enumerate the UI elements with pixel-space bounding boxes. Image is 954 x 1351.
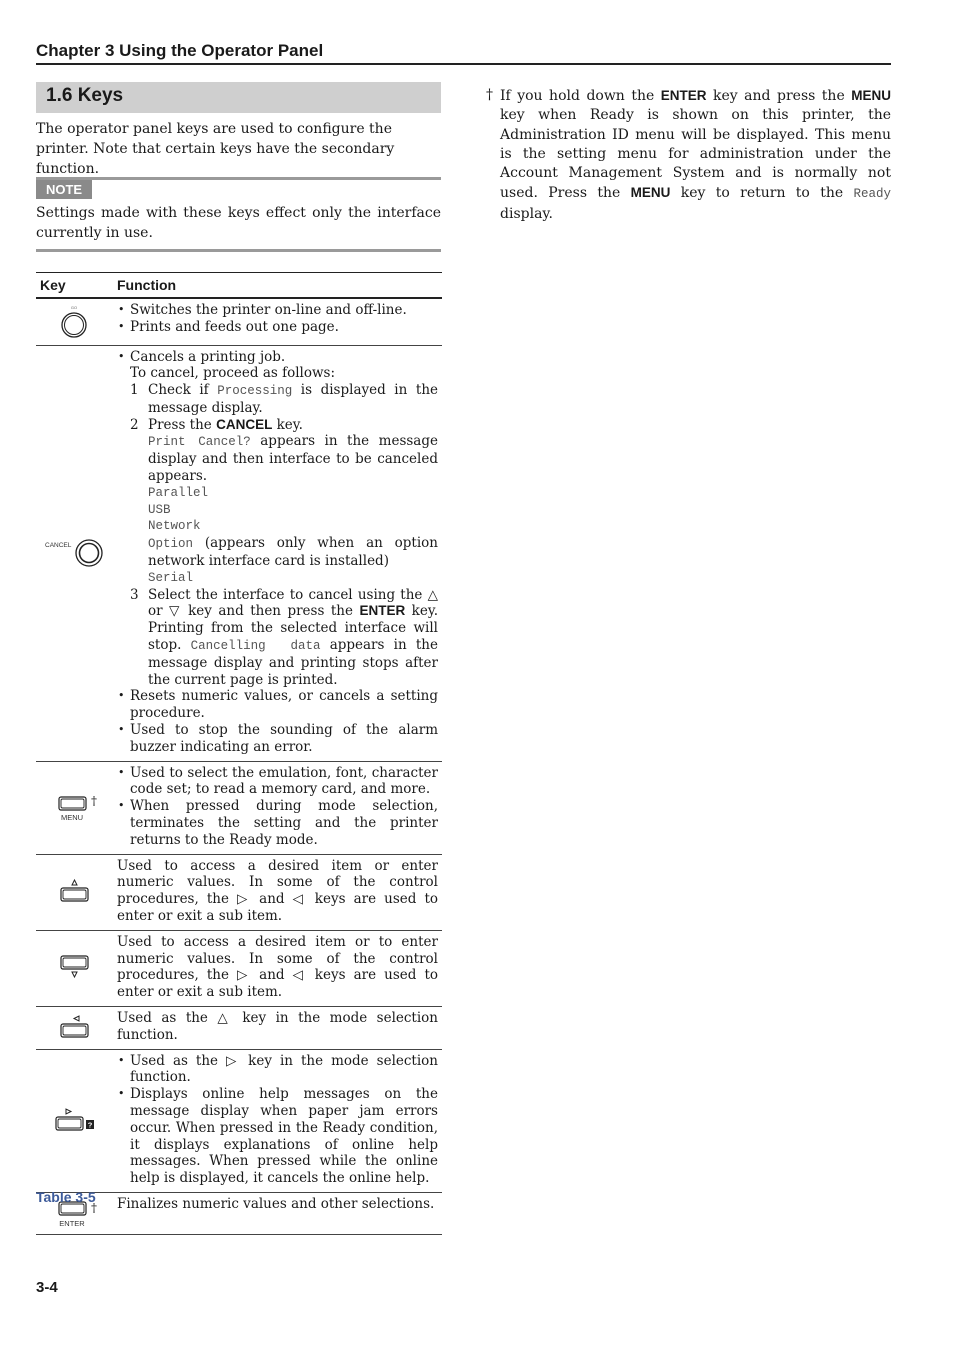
interface-option: USB <box>148 502 171 517</box>
cancel-key-icon <box>44 536 106 570</box>
step-text: Check if <box>148 382 218 399</box>
chapter-heading: Chapter 3 Using the Operator Panel <box>36 41 324 60</box>
table-caption: Table 3-5 <box>36 1189 96 1205</box>
interface-option <box>117 535 438 570</box>
interface-option: Parallel <box>148 485 209 500</box>
key-cell <box>36 930 113 1006</box>
function-cell <box>113 298 442 345</box>
footnote-text <box>486 86 891 224</box>
footnote-segment: key when Ready is shown on this printer, the Administration ID menu will be displayed. This menu is the setting menu for administration under the Account Management System and is normally not used. Press the <box>500 107 891 202</box>
step-2 <box>117 417 438 434</box>
down-key-icon <box>57 954 93 982</box>
list-item-continuation: To cancel, proceed as follows: <box>130 365 336 382</box>
step-text: appears in the message display and then interface to be canceled appears. <box>148 433 438 485</box>
right-help-key-icon <box>53 1107 97 1135</box>
table-row <box>36 1192 442 1234</box>
step-1 <box>117 382 438 417</box>
table-row <box>36 854 442 930</box>
table-header-row <box>36 273 442 299</box>
note-top-rule <box>36 177 441 180</box>
section-title-bar <box>36 82 441 113</box>
header-function: Function <box>113 273 442 299</box>
function-cell <box>113 761 442 854</box>
step-number: 2 <box>130 416 139 433</box>
section-title: 1.6 Keys <box>46 85 124 106</box>
header-key: Key <box>36 273 113 299</box>
key-cell <box>36 761 113 854</box>
function-cell <box>113 345 442 761</box>
display-code: Option <box>148 537 194 552</box>
function-cell: Used as the △ key in the mode selection function. <box>113 1006 442 1049</box>
footnote-segment: key to return to the <box>670 185 854 202</box>
key-name: CANCEL <box>216 416 273 432</box>
note-bottom-rule <box>36 249 441 252</box>
step-3 <box>117 587 438 689</box>
step-number: 3 <box>130 586 139 603</box>
enter-key-label: ENTER <box>58 1219 85 1229</box>
list-item: • Displays online help messages on the message display when paper jam errors occur. When pressed in the Ready condition, it displays explanations of online help messages. When pressed while the online help is displayed, it cancels the online help. <box>117 1086 438 1187</box>
left-key-icon <box>57 1014 93 1042</box>
display-code: Processing <box>217 384 293 399</box>
key-cell <box>36 854 113 930</box>
function-cell: Used to access a desired item or enter numeric values. In some of the control procedures, the ▷ and ◁ keys are used to enter or exit a sub item. <box>113 854 442 930</box>
footnote-segment: display. <box>500 205 553 222</box>
display-code: Print Cancel? <box>148 435 251 450</box>
footnote <box>486 86 891 224</box>
table-row <box>36 345 442 761</box>
function-cell: Used to access a desired item or to enter numeric values. In some of the control procedures, the ▷ and ◁ keys are used to enter or exit a sub item. <box>113 930 442 1006</box>
list-item: • Prints and feeds out one page. <box>117 319 438 336</box>
footnote-mark: † <box>90 793 97 808</box>
keys-table <box>36 272 442 1235</box>
key-cell <box>36 345 113 761</box>
menu-key-icon <box>53 793 97 823</box>
list-item: • When pressed during mode selection, terminates the setting and the printer returns to the Ready mode. <box>117 798 438 848</box>
footnote-mark: † <box>486 87 493 103</box>
table-row <box>36 1049 442 1192</box>
up-key-icon <box>57 878 93 906</box>
menu-key-label: MENU <box>60 812 83 822</box>
step-text: Select the interface to cancel using the △ or ▽ key and then press the <box>148 586 438 620</box>
svg-text:GO: GO <box>70 304 77 310</box>
note-tag: NOTE <box>36 180 92 199</box>
table-row <box>36 298 442 345</box>
key-cell <box>36 1006 113 1049</box>
key-cell <box>36 298 113 345</box>
step-text: is displayed in the message display. <box>148 382 438 416</box>
cancel-key-label: CANCEL <box>44 542 71 550</box>
footnote-mark: † <box>90 1201 97 1216</box>
table-row <box>36 1006 442 1049</box>
step-text: key. Printing from the selected interface will stop. <box>148 603 438 654</box>
footnote-segment: If you hold down the <box>500 88 661 104</box>
interface-option: Serial <box>148 570 194 585</box>
list-item: • Switches the printer on-line and off-line. <box>117 302 438 319</box>
step-text: (appears only when an option network interface card is installed) <box>148 535 438 570</box>
function-cell <box>113 1049 442 1192</box>
step-text: Press the <box>148 416 217 433</box>
help-glyph: ? <box>87 1120 92 1130</box>
interface-option: Network <box>148 519 201 534</box>
step-text: appears in the message display and printing stops after the current page is printed. <box>148 637 438 688</box>
key-cell <box>36 1049 113 1192</box>
list-item: • Used to select the emulation, font, character code set; to read a memory card, and more. <box>117 765 438 799</box>
intro-paragraph: The operator panel keys are used to configure the printer. Note that certain keys have the secondary function. <box>36 121 395 177</box>
list-item: • Resets numeric values, or cancels a setting procedure. <box>117 688 438 722</box>
table-row <box>36 761 442 854</box>
note-text: Settings made with these keys effect only the interface currently in use. <box>36 205 441 241</box>
go-key-icon <box>55 304 95 340</box>
list-item: • Used as the ▷ key in the mode selection function. <box>117 1053 438 1087</box>
key-name: MENU <box>630 185 671 201</box>
list-item: • Cancels a printing job. <box>117 349 438 366</box>
chapter-rule <box>36 63 891 65</box>
page-number: 3-4 <box>36 1279 58 1296</box>
function-cell: Finalizes numeric values and other selections. <box>113 1192 442 1234</box>
footnote-segment: key and press the <box>706 88 852 104</box>
display-code: Ready <box>853 187 891 202</box>
key-name: ENTER <box>359 603 406 619</box>
display-code: Cancelling data <box>190 639 321 654</box>
key-name: ENTER <box>660 88 707 103</box>
step-text: key. <box>272 416 303 433</box>
list-item: • Used to stop the sounding of the alarm buzzer indicating an error. <box>117 722 438 756</box>
step-number: 1 <box>130 382 139 399</box>
step-2-detail <box>117 433 438 484</box>
key-name: MENU <box>851 88 891 103</box>
table-row <box>36 930 442 1006</box>
